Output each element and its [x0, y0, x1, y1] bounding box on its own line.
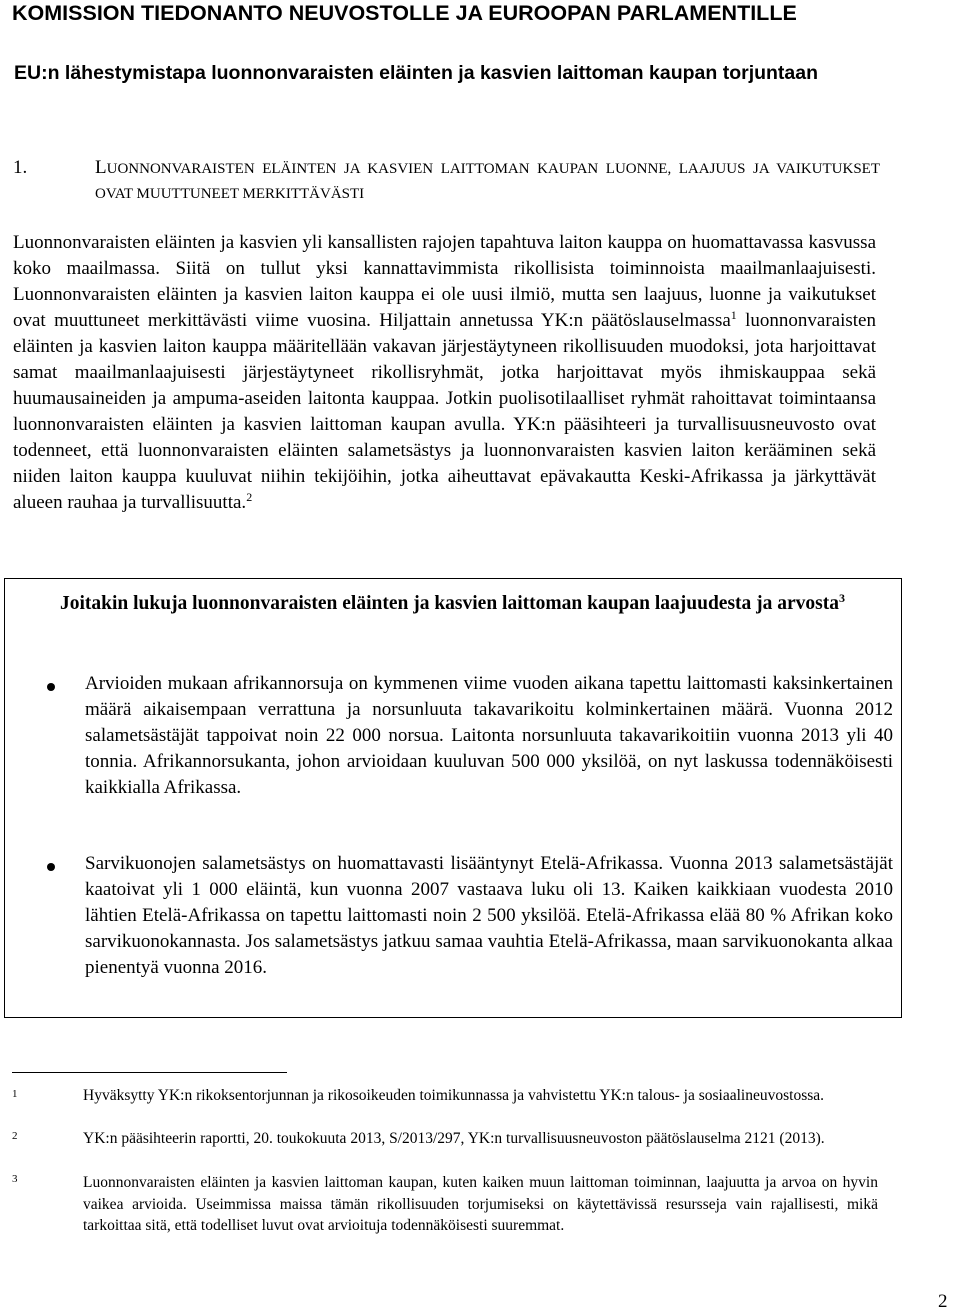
footnote-number: 2	[12, 1130, 18, 1142]
section-heading	[95, 156, 880, 206]
footnote-ref-1[interactable]: 1	[730, 308, 737, 322]
bullet-icon	[47, 683, 55, 691]
document-subtitle: EU:n lähestymistapa luonnonvaraisten eläinten ja kasvien laittoman kaupan torjuntaan	[14, 62, 819, 84]
footnote-text: YK:n pääsihteerin raportti, 20. toukokuuta 2013, S/2013/297, YK:n turvallisuusneuvoston päätöslauselma 2121 (2013).	[83, 1130, 825, 1147]
section-heading-text: UONNONVARAISTEN ELÄINTEN JA KASVIEN LAITTOMAN KAUPAN LUONNE, LAAJUUS JA VAIKUTUKSET OVAT MUUTTUNEET MERKITTÄVÄSTI	[95, 161, 880, 202]
bullet-icon	[47, 863, 55, 871]
footnote-text: Luonnonvaraisten eläinten ja kasvien laittoman kaupan, kuten kaiken muun laittoman toiminnan, laajuutta ja arvoa on hyvin vaikea arvioida. Useimmissa maissa tämän rikollisuuden torjumiseksi on käytettävissä resursseja vain rajallisesti, mikä tarkoittaa sitä, että todelliset luvut ovat arvioituja todennäköisesti suuremmat.	[83, 1174, 878, 1234]
section-number: 1.	[13, 157, 28, 178]
footnote-text: Hyväksytty YK:n rikoksentorjunnan ja rikosoikeuden toimikunnassa ja vahvistettu YK:n talous- ja sosiaalineuvostossa.	[83, 1087, 825, 1104]
footnote-ref-2[interactable]: 2	[246, 490, 253, 504]
footnote-number: 3	[12, 1173, 18, 1185]
section-body	[13, 230, 876, 516]
page-number: 2	[938, 1291, 948, 1312]
section-body-text-2: luonnonvaraisten eläinten ja kasvien laiton kauppa määritellään vakavan järjestäytyneen rikollisuuden muodoksi, jota harjoittavat samat maailmanlaajuisesti järjestäytyneet rikollisryhmät, jotka harjoittavat myös ihmiskauppaa sekä huumausaineiden ja ampuma-aseiden laitonta kauppaa. Jotkin puolisotilaalliset ryhmät rahoittavat toimintaansa luonnonvaraisten eläinten ja kasvien laittoman kaupan avulla. YK:n pääsihteeri ja turvallisuusneuvosto ovat todenneet, että luonnonvaraisten eläinten salametsästys ja luonnonvaraisten kasvien laiton kerääminen sekä niiden laiton kauppa kuuluvat niihin tekijöihin, jotka aiheuttavat epävakautta Keski-Afrikassa ja järkyttävät alueen rauhaa ja turvallisuutta.	[13, 310, 876, 513]
fact-box-title-text: Joitakin lukuja luonnonvaraisten eläinten ja kasvien laittoman kaupan laajuudesta ja arvosta	[59, 593, 840, 614]
fact-item-text: Arvioiden mukaan afrikannorsuja on kymmenen viime vuoden aikana tapettu laittomasti kaksinkertainen määrä aikaisempaan verrattuna ja norsunluuta takavarikoitu kolminkertainen määrä. Vuonna 2012 salametsästäjät tappoivat noin 22 000 norsua. Laitonta norsunluuta takavarikoitiin vuonna 2013 yli 40 tonnia. Afrikannorsukanta, johon arvioidaan kuuluvan 500 000 yksilöä, on nyt laskussa todennäköisesti kaikkialla Afrikassa.	[85, 673, 893, 798]
fact-box	[4, 578, 902, 1018]
footnote-number: 1	[12, 1088, 18, 1100]
footnote-ref-3[interactable]: 3	[839, 591, 846, 605]
footnote-separator	[12, 1072, 287, 1073]
document-title: KOMISSION TIEDONANTO NEUVOSTOLLE JA EUROOPAN PARLAMENTILLE	[12, 1, 797, 25]
fact-item-text: Sarvikuonojen salametsästys on huomattavasti lisääntynyt Etelä-Afrikassa. Vuonna 2013 salametsästäjät kaatoivat yli 1 000 eläintä, kun vuonna 2007 vastaava luku oli 13. Kaiken kaikkiaan vuodesta 2010 lähtien Etelä-Afrikassa on tapettu laittomasti noin 2 500 yksilöä. Etelä-Afrikassa elää 80 % Afrikan koko sarvikuonokannasta. Jos salametsästys jatkuu samaa vauhtia Etelä-Afrikassa, maan sarvikuonokanta alkaa pienentyä vuonna 2016.	[85, 853, 893, 978]
fact-box-title	[5, 591, 900, 617]
section-heading-initial: L	[95, 157, 107, 178]
section-body-text-1: Luonnonvaraisten eläinten ja kasvien yli kansallisten rajojen tapahtuva laiton kauppa on huomattavassa kasvussa koko maailmassa. Siitä on tullut yksi kannattavimmista rikollisista toiminnoista maailmanlaajuisesti. Luonnonvaraisten eläinten ja kasvien laiton kauppa ei ole uusi ilmiö, mutta sen laajuus, luonne ja vaikutukset ovat muuttuneet merkittävästi viime vuosina. Hiljattain annetussa YK:n päätöslauselmassa	[13, 232, 876, 331]
